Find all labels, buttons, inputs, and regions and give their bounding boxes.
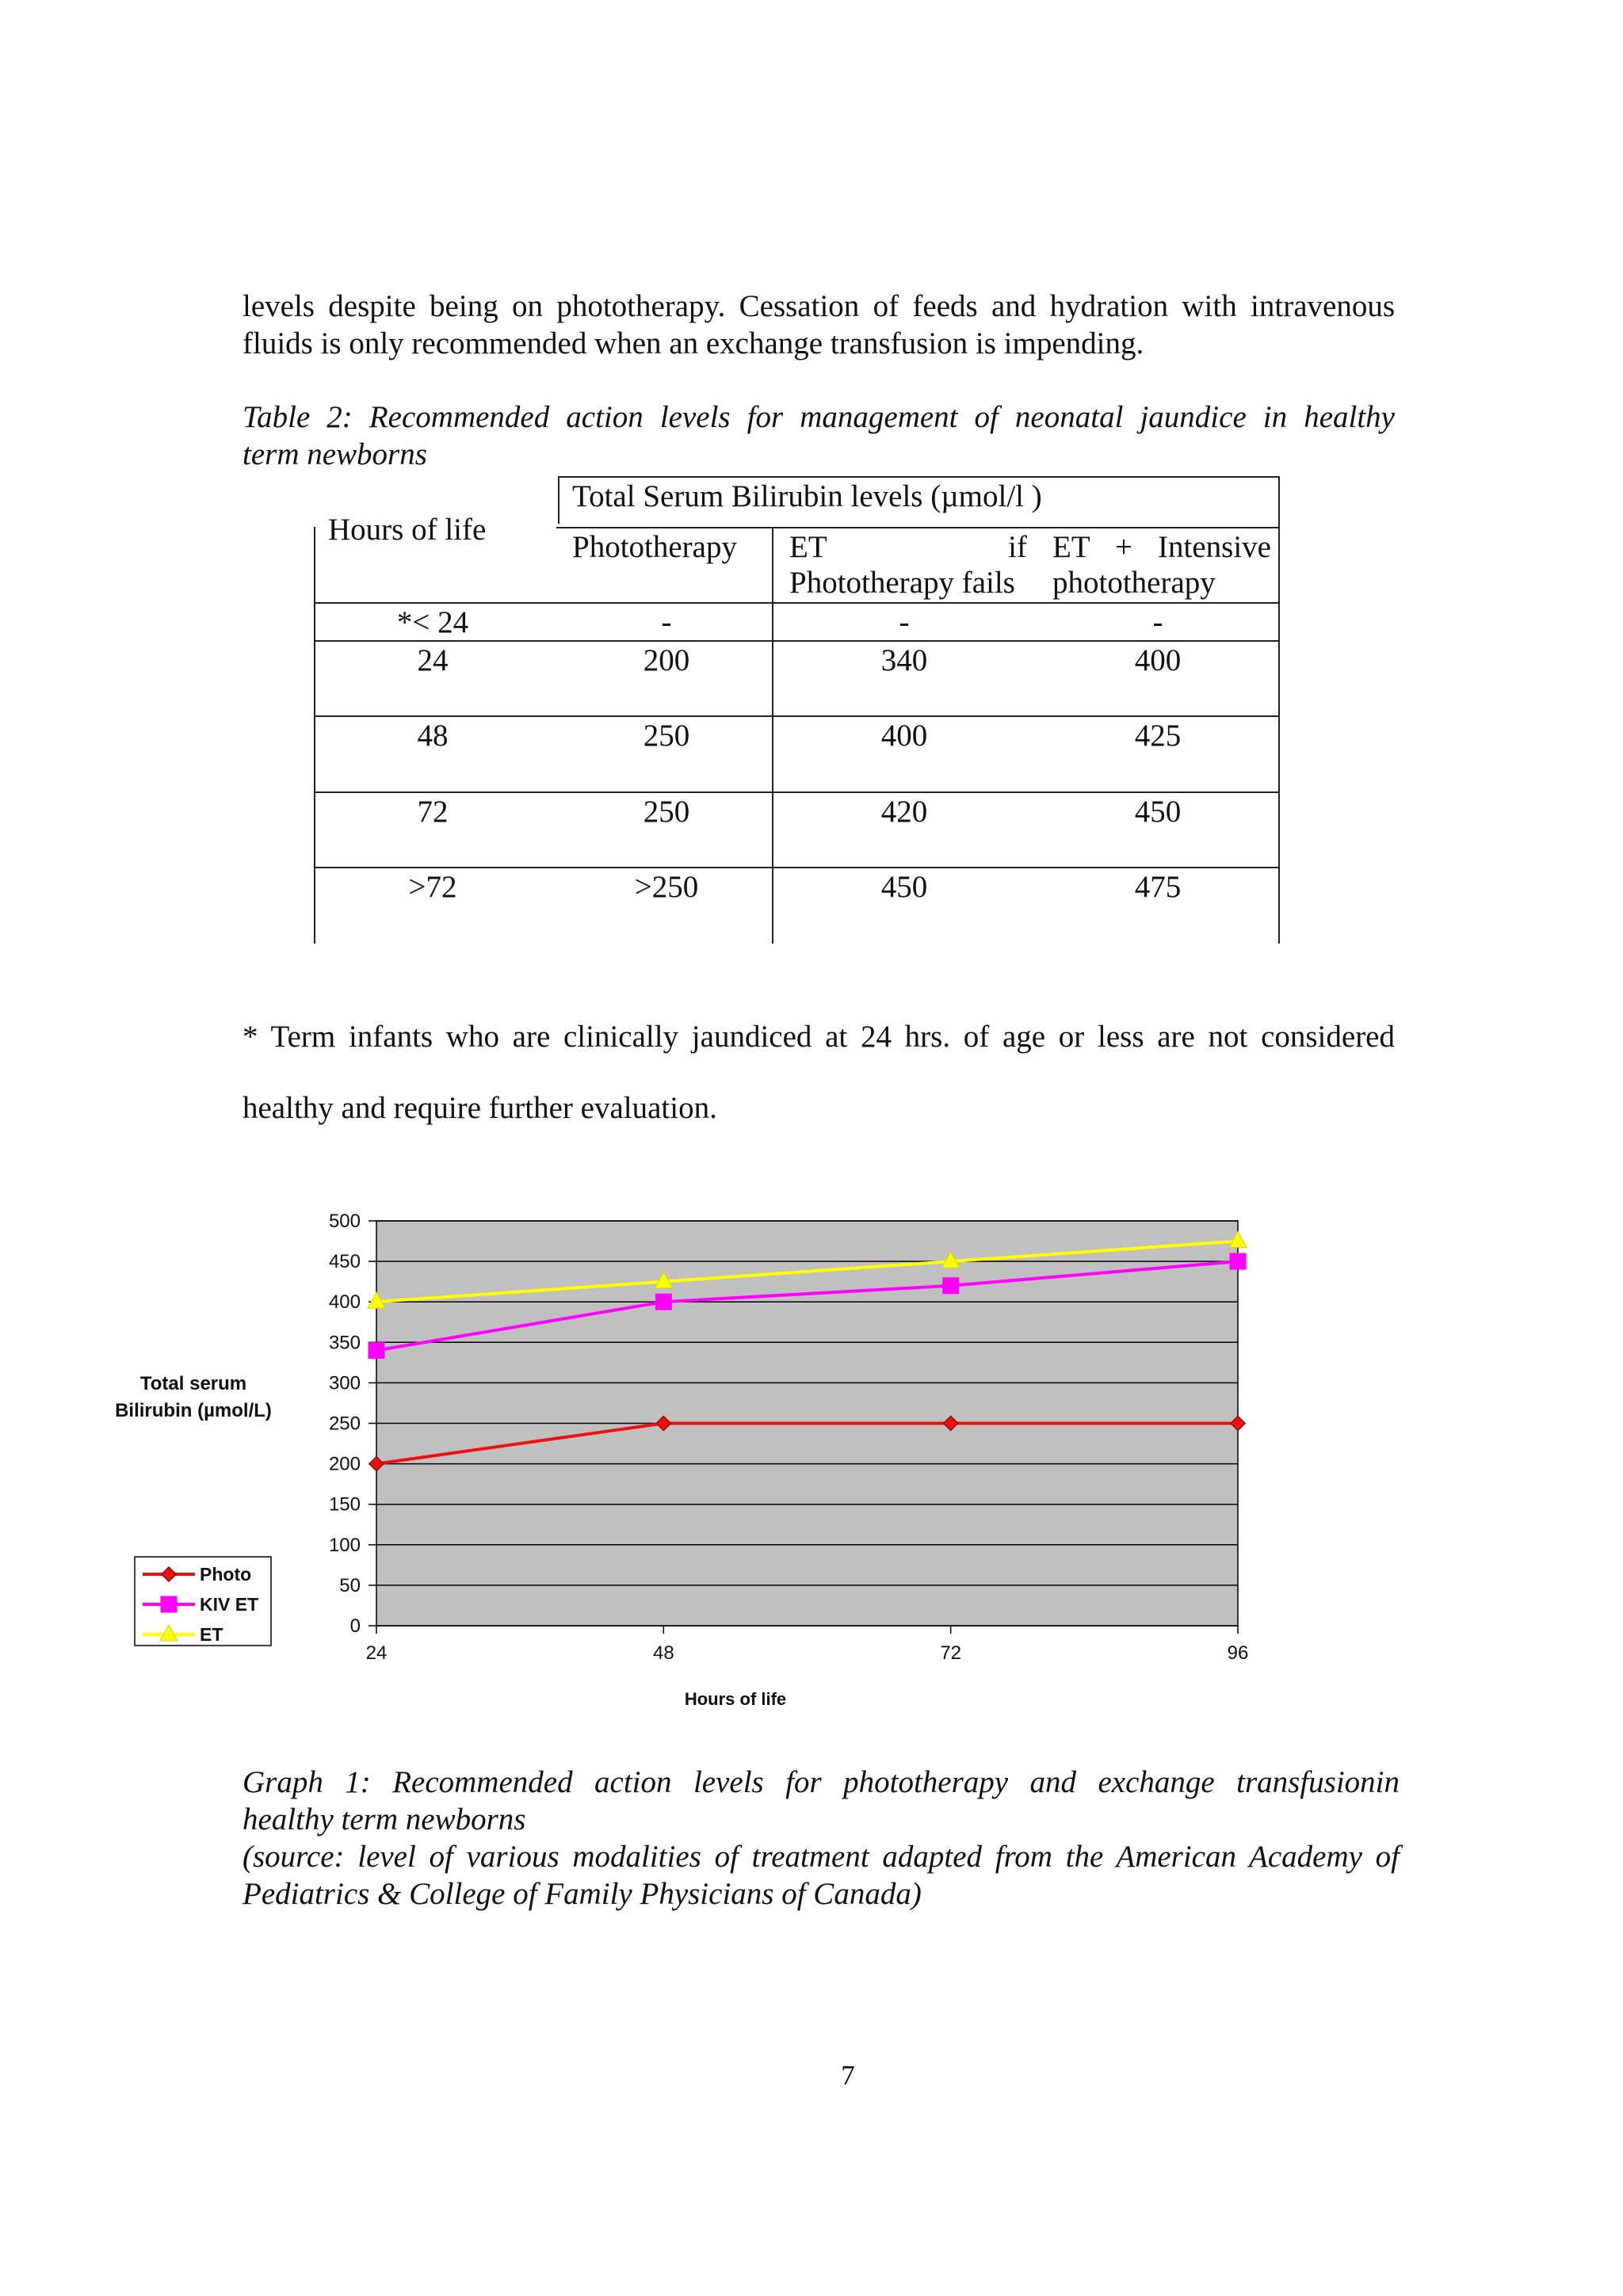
header-intensive: ET + Intensive [1052,530,1271,564]
header-total-serum-bilirubin: Total Serum Bilirubin levels (µmol/l ) [572,479,1042,513]
y-tick-label: 150 [328,1493,361,1516]
x-axis-label: Hours of life [684,1689,787,1709]
cell-photo-row-5: >250 [634,870,699,904]
cell-intensive-row-4: 450 [1134,795,1182,829]
data-point [1230,1253,1246,1269]
action-levels-chart [87,1196,1276,1735]
intro-line-1: levels despite being on phototherapy. Cessation of feeds and hydration with intravenous [242,289,1395,323]
y-tick-label: 450 [328,1251,361,1273]
y-tick-label: 400 [328,1291,361,1314]
y-axis-label-line-1: Total serum [139,1373,247,1394]
data-point [369,1343,384,1359]
header-et-if: if [1008,530,1027,564]
table-caption [242,399,1395,473]
table-caption-line-1: Table 2: Recommended action levels for management of neonatal jaundice in healthy [242,400,1395,434]
cell-intensive-row-5: 475 [1134,870,1182,904]
action-levels-table [314,476,1280,944]
y-tick-label: 350 [328,1332,361,1354]
data-point [655,1294,671,1310]
cell-intensive-row-3: 425 [1134,719,1182,753]
cell-et-row-2: 340 [880,643,928,677]
cell-intensive-row-1: - [1152,605,1163,639]
x-tick-label: 72 [940,1642,962,1664]
y-axis-label-line-2: Bilirubin (µmol/L) [115,1400,272,1421]
intro-paragraph [242,288,1395,362]
graph-caption-line-3: (source: level of various modalities of treatment adapted from the American Academy of [242,1840,1400,1874]
footnote-line-1: * Term infants who are clinically jaundiced at 24 hrs. of age or less are not considered [242,1020,1395,1054]
footnote-line-2: healthy and require further evaluation. [242,1091,717,1125]
header-hours-of-life: Hours of life [328,513,487,547]
cell-et-row-1: - [899,605,910,639]
data-point [161,1596,177,1612]
data-point [943,1278,959,1294]
y-tick-label: 200 [328,1453,361,1475]
legend [135,1557,271,1646]
header-phototherapy: Phototherapy [572,530,737,564]
cell-hours-row-5: >72 [408,870,457,904]
graph-caption [242,1764,1400,1913]
header-et-word: ET [789,530,827,564]
y-tick-label: 300 [328,1372,361,1394]
graph-caption-line-4: Pediatrics & College of Family Physicians of Canada) [242,1877,922,1911]
y-tick-label: 0 [349,1615,361,1637]
legend-label: KIV ET [200,1594,259,1615]
cell-hours-row-2: 24 [417,643,449,677]
table-caption-line-2: term newborns [242,437,427,471]
cell-hours-row-4: 72 [417,795,449,829]
legend-label: Photo [200,1564,252,1585]
header-intensive-line2: phototherapy [1052,566,1216,600]
cell-photo-row-2: 200 [643,643,690,677]
x-tick-label: 96 [1227,1642,1249,1664]
table-line [558,476,559,524]
cell-photo-row-4: 250 [643,795,690,829]
y-tick-label: 100 [328,1534,361,1556]
y-tick-label: 250 [328,1413,361,1435]
y-tick-label: 500 [328,1211,361,1232]
cell-et-row-3: 400 [880,719,928,753]
y-tick-label: 50 [339,1574,361,1596]
page-number: 7 [841,2060,855,2091]
cell-photo-row-1: - [661,605,672,639]
header-et-fails: Phototherapy fails [789,566,1015,600]
cell-et-row-4: 420 [880,795,928,829]
cell-hours-row-1: *< 24 [396,605,469,639]
x-tick-label: 24 [365,1642,388,1664]
intro-line-2: fluids is only recommended when an exchange transfusion is impending. [242,326,1144,360]
graph-caption-line-2: healthy term newborns [242,1802,526,1836]
legend-label: ET [200,1624,223,1645]
cell-hours-row-3: 48 [417,719,449,753]
cell-et-row-5: 450 [880,870,928,904]
cell-photo-row-3: 250 [643,719,690,753]
graph-caption-line-1: Graph 1: Recommended action levels for phototherapy and exchange transfusionin [242,1765,1400,1799]
cell-intensive-row-2: 400 [1134,643,1182,677]
x-tick-label: 48 [652,1642,674,1664]
